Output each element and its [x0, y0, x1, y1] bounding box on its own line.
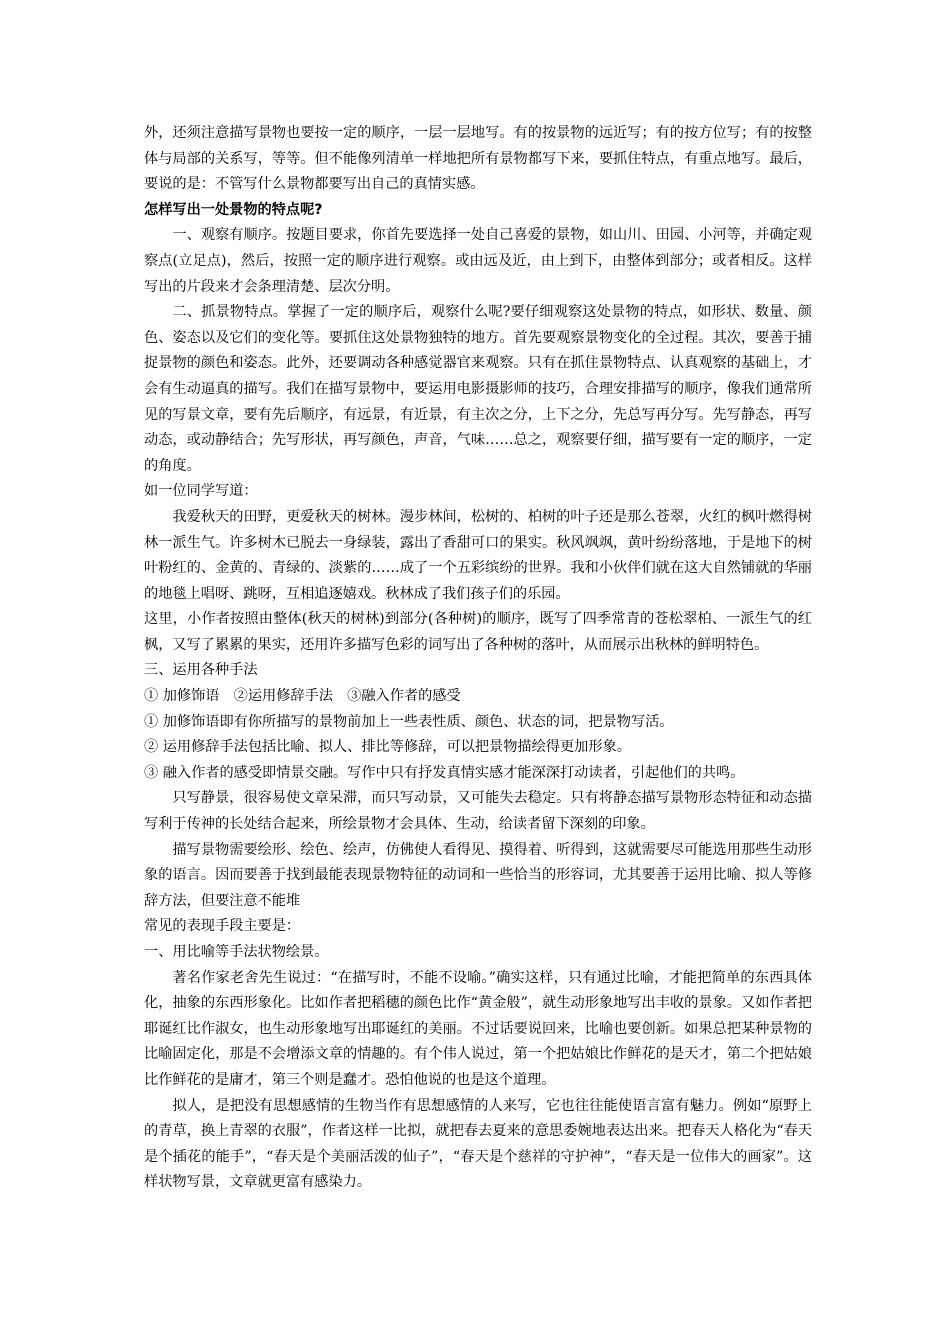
technique-rhetoric: ② 运用修辞手法包括比喻、拟人、排比等修辞，可以把景物描绘得更加形象。 — [144, 739, 631, 756]
paragraph-example: 我爱秋天的田野，更爱秋天的树林。漫步林间，松树的、柏树的叶子还是那么苍翠，火红的枫叶燃得树林一派生气。许多树木已脱去一身绿装，露出了香甜可口的果实。秋风飒飒，黄叶纷纷落地，于是地下的树叶粉红的、金黄的、青绿的、淡紫的……成了一个五彩缤纷的世界。我和小伙伴们就在这大自然铺就的华丽的地毯上唱呀、跳呀，互相追逐嬉戏。秋林成了我们孩子们的乐园。 — [144, 508, 812, 602]
technique-feelings: ③ 融入作者的感受即情景交融。写作中只有抒发真情实感才能深深打动读者，引起他们的共鸣。 — [144, 764, 745, 781]
paragraph-metaphor-heading: 一、用比喻等手法状物绘景。 — [144, 944, 329, 960]
paragraph-metaphor: 著名作家老舍先生说过：“在描写时，不能不设喻。”确实这样，只有通过比喻，才能把简单的东西具体化，抽象的东西形象化。比如作者把稻穗的颜色比作“黄金般”，就生动形象地写出丰收的景象。又如作者把耶诞红比作淑女，也生动形象地写出耶诞红的美丽。不过话要说回来，比喻也要创新。如果总把某种景物的比喻固定化，那是不会增添文章的情趣的。有个伟人说过，第一个把姑娘比作鲜花的是天才，第二个把姑娘比作鲜花的是庸才，第三个则是蠢才。恐怕他说的也是这个道理。 — [144, 969, 812, 1088]
paragraph-example-analysis: 这里，小作者按照由整体(秋天的树林)到部分(各种树)的顺序，既写了四季常青的苍松翠柏、一派生气的红枫，又写了累累的果实，还用许多描写色彩的词写出了各种树的落叶，从而展示出秋林的鲜明特色。 — [144, 611, 812, 653]
paragraph-personification: 拟人，是把没有思想感情的生物当作有思想感情的人来写，它也往往能使语言富有魅力。例如“原野上的青草，换上青翠的衣服”，作者这样一比拟，就把春去夏来的意思委婉地表达出来。把春天人格化为“春天是个插花的能手”，“春天是个美丽活泼的仙子”，“春天是个慈祥的守护神”，“春天是一位伟大的画家”。这样状物写景，文章就更富有感染力。 — [144, 1097, 812, 1191]
paragraph-intro: 外，还须注意描写景物也要按一定的顺序，一层一层地写。有的按景物的远近写；有的按方位写；有的按整体与局部的关系写，等等。但不能像列清单一样地把所有景物都写下来，要抓住特点，有重点地写。最后，要说的是：不管写什么景物都要写出自己的真情实感。 — [144, 125, 812, 193]
paragraph-techniques-heading: 三、运用各种手法 — [144, 662, 258, 679]
paragraph-vivid-language: 描写景物需要绘形、绘色、绘声，仿佛使人看得见、摸得着、听得到，这就需要尽可能选用那些生动形象的语言。因而要善于找到最能表现景物特征的动词和一些恰当的形容词，尤其要善于运用比喻、拟人等修辞方法，但要注意不能堆 — [144, 841, 812, 909]
paragraph-features: 二、抓景物特点。掌握了一定的顺序后，观察什么呢?要仔细观察这处景物的特点，如形状、数量、颜色、姿态以及它们的变化等。要抓住这处景物独特的地方。首先要观察景物变化的全过程。其次，要善于捕捉景物的颜色和姿态。此外，还要调动各种感觉器官来观察。只有在抓住景物特点、认真观察的基础上，才会有生动逼真的描写。我们在描写景物中，要运用电影摄影师的技巧，合理安排描写的顺序，像我们通常所见的写景文章，要有先后顺序，有远景，有近景，有主次之分，上下之分，先总写再分写。先写静态，再写动态，或动静结合；先写形状，再写颜色，声音，气味……总之，观察要仔细，描写要有一定的顺序，一定的角度。 — [144, 304, 812, 474]
section-heading: 怎样写出一处景物的特点呢? — [144, 201, 323, 218]
techniques-summary: ① 加修饰语 ②运用修辞手法 ③融入作者的感受 — [144, 688, 461, 705]
paragraph-observe-order: 一、观察有顺序。按题目要求，你首先要选择一处自己喜爱的景物，如山川、田园、小河等，并确定观察点(立足点)，然后，按照一定的顺序进行观察。或由远及近，由上到下，由整体到部分；或者相反。这样写出的片段来才会条理清楚、层次分明。 — [144, 227, 812, 295]
paragraph-static-dynamic: 只写静景，很容易使文章呆滞，而只写动景，又可能失去稳定。只有将静态描写景物形态特征和动态描写利于传神的长处结合起来，所绘景物才会具体、生动，给读者留下深刻的印象。 — [144, 790, 812, 833]
technique-modifiers: ① 加修饰语即有你所描写的景物前加上一些表性质、颜色、状态的词，把景物写活。 — [144, 713, 674, 730]
document-body — [144, 121, 812, 1196]
paragraph-example-intro: 如一位同学写道： — [144, 483, 258, 500]
paragraph-common-means: 常见的表现手段主要是： — [144, 918, 301, 935]
